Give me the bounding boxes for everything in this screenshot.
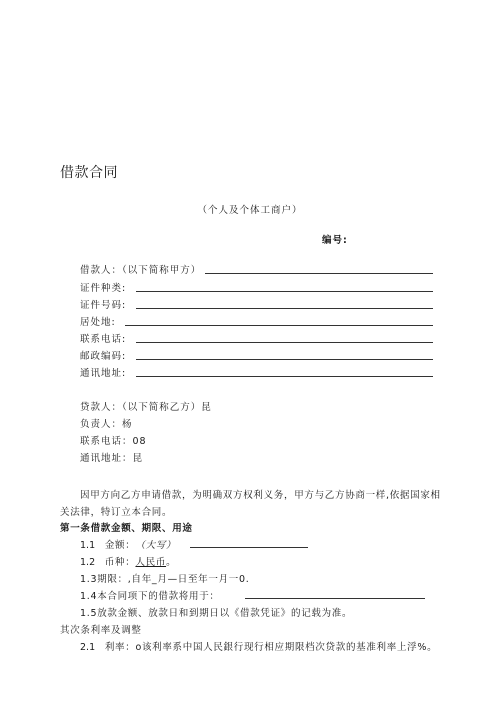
document-title: 借款合同 xyxy=(60,165,118,181)
item-1-2-number: 1.2 xyxy=(80,557,96,568)
article-1-heading: 第一条借款金额、期限、用途 xyxy=(60,523,193,534)
field-postcode-line xyxy=(136,359,433,360)
item-1-2-end: 。 xyxy=(166,557,177,568)
item-1-2 xyxy=(80,554,176,568)
item-2-1 xyxy=(80,639,437,653)
item-2-1-number: 2.1 xyxy=(80,642,96,653)
field-residence-line xyxy=(125,325,433,326)
item-1-2-value: 人民币 xyxy=(135,557,167,568)
item-1-3: 1.3期限：,自年_月—日至年一月一0. xyxy=(80,574,250,585)
field-phone-label: 联系电话: xyxy=(80,334,127,345)
field-address-line xyxy=(136,376,433,377)
lender-phone: 联系电话：08 xyxy=(80,436,147,447)
field-address-label: 通讯地址: xyxy=(80,368,127,379)
item-1-1-value: （大写） xyxy=(135,540,177,551)
lender-address: 通讯地址：昆 xyxy=(80,453,144,464)
item-1-4: 1.4本合同项下的借款将用于： xyxy=(80,591,220,602)
article-2-heading: 其次条利率及调整 xyxy=(60,625,142,636)
lender-manager: 负责人：杨 xyxy=(80,419,133,430)
field-phone-line xyxy=(136,342,433,343)
field-id-number-label: 证件号码: xyxy=(80,300,127,311)
item-1-1-label: 金额： xyxy=(104,540,136,551)
contract-number-label: 编号: xyxy=(322,235,348,246)
item-2-1-text: 利率：o该利率系中国人民銀行现行相应期限档次贷款的基准利率上浮%。 xyxy=(104,642,438,653)
field-id-type-line xyxy=(136,291,433,292)
item-1-1-line xyxy=(190,547,308,548)
item-1-5: 1.5放款金额、放款日和到期日以《借款凭证》的记载为准。 xyxy=(80,608,353,619)
field-id-type-label: 证件种类: xyxy=(80,283,127,294)
item-1-2-label: 币种： xyxy=(104,557,136,568)
item-1-1 xyxy=(80,537,176,551)
lender-name: 贷款人：（以下简称乙方）昆 xyxy=(80,402,212,413)
document-subtitle: （个人及个体工商户） xyxy=(197,205,303,216)
field-residence-label: 居处地: xyxy=(80,317,116,328)
preamble-line-2: 关法律，特订立本合同。 xyxy=(60,507,173,518)
field-borrower-label: 借款人：（以下简称甲方） xyxy=(80,265,202,276)
field-borrower-line xyxy=(205,273,433,274)
item-1-4-line xyxy=(245,598,425,599)
item-1-1-number: 1.1 xyxy=(80,540,96,551)
field-postcode-label: 邮政编码: xyxy=(80,351,127,362)
field-id-number-line xyxy=(136,308,433,309)
preamble-line-1: 因甲方向乙方申请借款，为明确双方权利义务，甲方与乙方协商一样,依据国家相 xyxy=(80,490,441,501)
